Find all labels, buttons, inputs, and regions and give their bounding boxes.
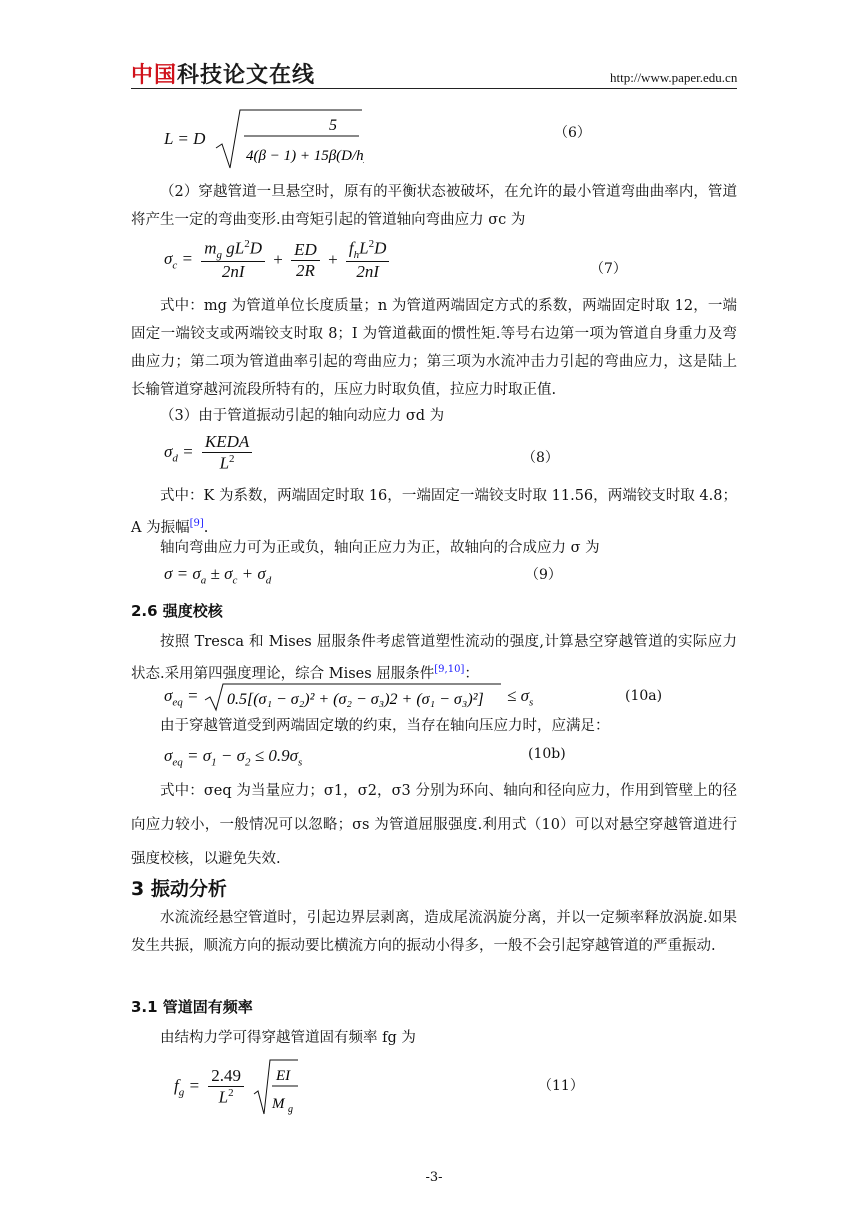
eq8-explain-a: 式中：K 为系数，两端固定时取 16，一端固定一端铰支时取 11.56，两端铰支时取 4.8； <box>160 488 737 504</box>
eq7-term3: $\frac{f_hL^2D}{2nI}$ <box>346 238 389 282</box>
logo-red-part: 中国 <box>131 63 178 88</box>
equation-10a: $\sigma_{eq}$ = 0.5[(σ₁ − σ₂)² + (σ₂ − σ₃)2 + (σ₁ − σ₃)²] ≤ $\sigma_s$ <box>164 682 533 712</box>
eq8-fraction: $\frac{\text{KEDA}}{L^2}$ <box>202 432 252 474</box>
paragraph-2-6-tail: ： <box>464 665 479 682</box>
page-number: -3- <box>425 1170 443 1185</box>
equation-11: $f_g$ = $\frac{2.49}{L^2}$ EI M g <box>174 1058 300 1116</box>
eq8-explain-b: A 为振幅 <box>131 519 190 536</box>
equation-9-number: （9） <box>525 567 562 583</box>
equation-7: $\sigma_c$ = $\frac{m_g gL^2D}{2nI}$ + $\frac{ED}{2R}$ + $\frac{f_hL^2D}{2nI}$ <box>164 238 393 282</box>
eq11-sqrt-sign <box>252 1058 300 1116</box>
paragraph-3: 水流流经悬空管道时，引起边界层剥离，造成尾流涡旋分离，并以一定频率释放涡旋.如果发生共振，顺流方向的振动要比横流方向的振动小得多，一般不会引起穿越管道的严重振动. <box>131 910 737 954</box>
equation-10a-number: (10a) <box>625 688 663 704</box>
citation-9-10[interactable]: [9,10] <box>434 664 465 675</box>
paragraph-dynamic-stress: （3）由于管道振动引起的轴向动应力 σd 为 <box>160 408 445 424</box>
svg-text:EI: EI <box>276 1068 291 1084</box>
equation-10b-number: (10b) <box>528 746 566 762</box>
equation-8: $\sigma_d$ = $\frac{\text{KEDA}}{L^2}$ <box>164 432 256 474</box>
svg-text:4(β − 1) + 15β(D/h)²: 4(β − 1) + 15β(D/h)² <box>245 148 364 164</box>
equation-6-number: （6） <box>554 125 591 141</box>
eq7-term1: $\frac{m_g gL^2D}{2nI}$ <box>201 238 265 282</box>
citation-9[interactable]: [9] <box>189 518 204 529</box>
equation-9: $\sigma = \sigma_a \pm \sigma_c + \sigma_d$ <box>164 564 272 587</box>
svg-text:5: 5 <box>328 117 337 134</box>
svg-text:g: g <box>288 1104 294 1115</box>
header-divider <box>131 88 737 89</box>
paragraph-axial-constraint: 由于穿越管道受到两端固定墩的约束，当存在轴向压应力时，应满足： <box>160 718 610 734</box>
section-heading-2-6: 2.6 强度校核 <box>131 602 223 620</box>
logo-dark-part: 科技论文在线 <box>177 63 316 88</box>
paragraph-composite-stress: 轴向弯曲应力可为正或负，轴向正应力为正，故轴向的合成应力 σ 为 <box>160 540 600 556</box>
sqrt-sign <box>214 108 364 170</box>
equation-8-number: （8） <box>522 450 559 466</box>
equation-10b: $\sigma_{eq} = \sigma_1 - \sigma_2 \le 0.9\sigma_s$ <box>164 746 303 769</box>
paragraph-2-6 <box>131 628 737 688</box>
svg-text:0.5[(σ₁ − σ₂)² + (σ₂ − σ₃)2 +: 0.5[(σ₁ − σ₂)² + (σ₂ − σ₃)2 + (σ₁ − σ₃)²] <box>226 691 484 708</box>
header-url[interactable]: http://www.paper.edu.cn <box>610 70 738 85</box>
paragraph-eq8-explain: 式中：K 为系数，两端固定时取 16，一端固定一端铰支时取 11.56，两端铰支时取 4.8；A 为振幅[9]. <box>131 488 737 536</box>
equation-11-number: （11） <box>538 1078 584 1094</box>
equation-7-number: （7） <box>590 261 627 277</box>
eq10a-sqrt-sign <box>203 682 503 712</box>
paragraph-eq7-explain: 式中：mg 为管道单位长度质量；n 为管道两端固定方式的系数，两端固定时取 12，一端固定一端铰支或两端铰支时取 8；I 为管道截面的惯性矩.等号右边第一项为管道自身重力及弯曲应力；第二项为管道曲率引起的弯曲应力；第三项为水流冲击力引起的弯曲应力，这是陆上长输管道穿越河流段所特有的，压应力时取负值，拉应力时取正值. <box>131 298 737 398</box>
eq7-term2: $\frac{ED}{2R}$ <box>291 240 320 281</box>
paragraph-2-6-text: 按照 Tresca 和 Mises 屈服条件考虑管道塑性流动的强度,计算悬空穿越管道的实际应力状态.采用第四强度理论，综合 Mises 屈服条件 <box>131 634 737 682</box>
section-heading-3: 3 振动分析 <box>131 878 227 900</box>
paragraph-stress-2: （2）穿越管道一旦悬空时，原有的平衡状态被破坏，在允许的最小管道弯曲曲率内，管道将产生一定的弯曲变形.由弯矩引起的管道轴向弯曲应力 σc 为 <box>131 184 737 228</box>
site-logo <box>131 58 315 89</box>
paragraph-eq10-explain: 式中：σeq 为当量应力；σ1，σ2，σ3 分别为环向、轴向和径向应力，作用到管壁上的径向应力较小，一般情况可以忽略；σs 为管道屈服强度.利用式（10）可以对悬空穿越管道进行强度校核，以避免失效. <box>131 783 737 867</box>
eq11-fraction: $\frac{2.49}{L^2}$ <box>208 1066 244 1108</box>
equation-6: L = D 5 4(β − 1) + 15β(D/h)² <box>164 108 364 170</box>
section-heading-3-1: 3.1 管道固有频率 <box>131 998 253 1016</box>
paragraph-3-1: 由结构力学可得穿越管道固有频率 fg 为 <box>160 1030 416 1046</box>
svg-text:M: M <box>272 1096 285 1112</box>
